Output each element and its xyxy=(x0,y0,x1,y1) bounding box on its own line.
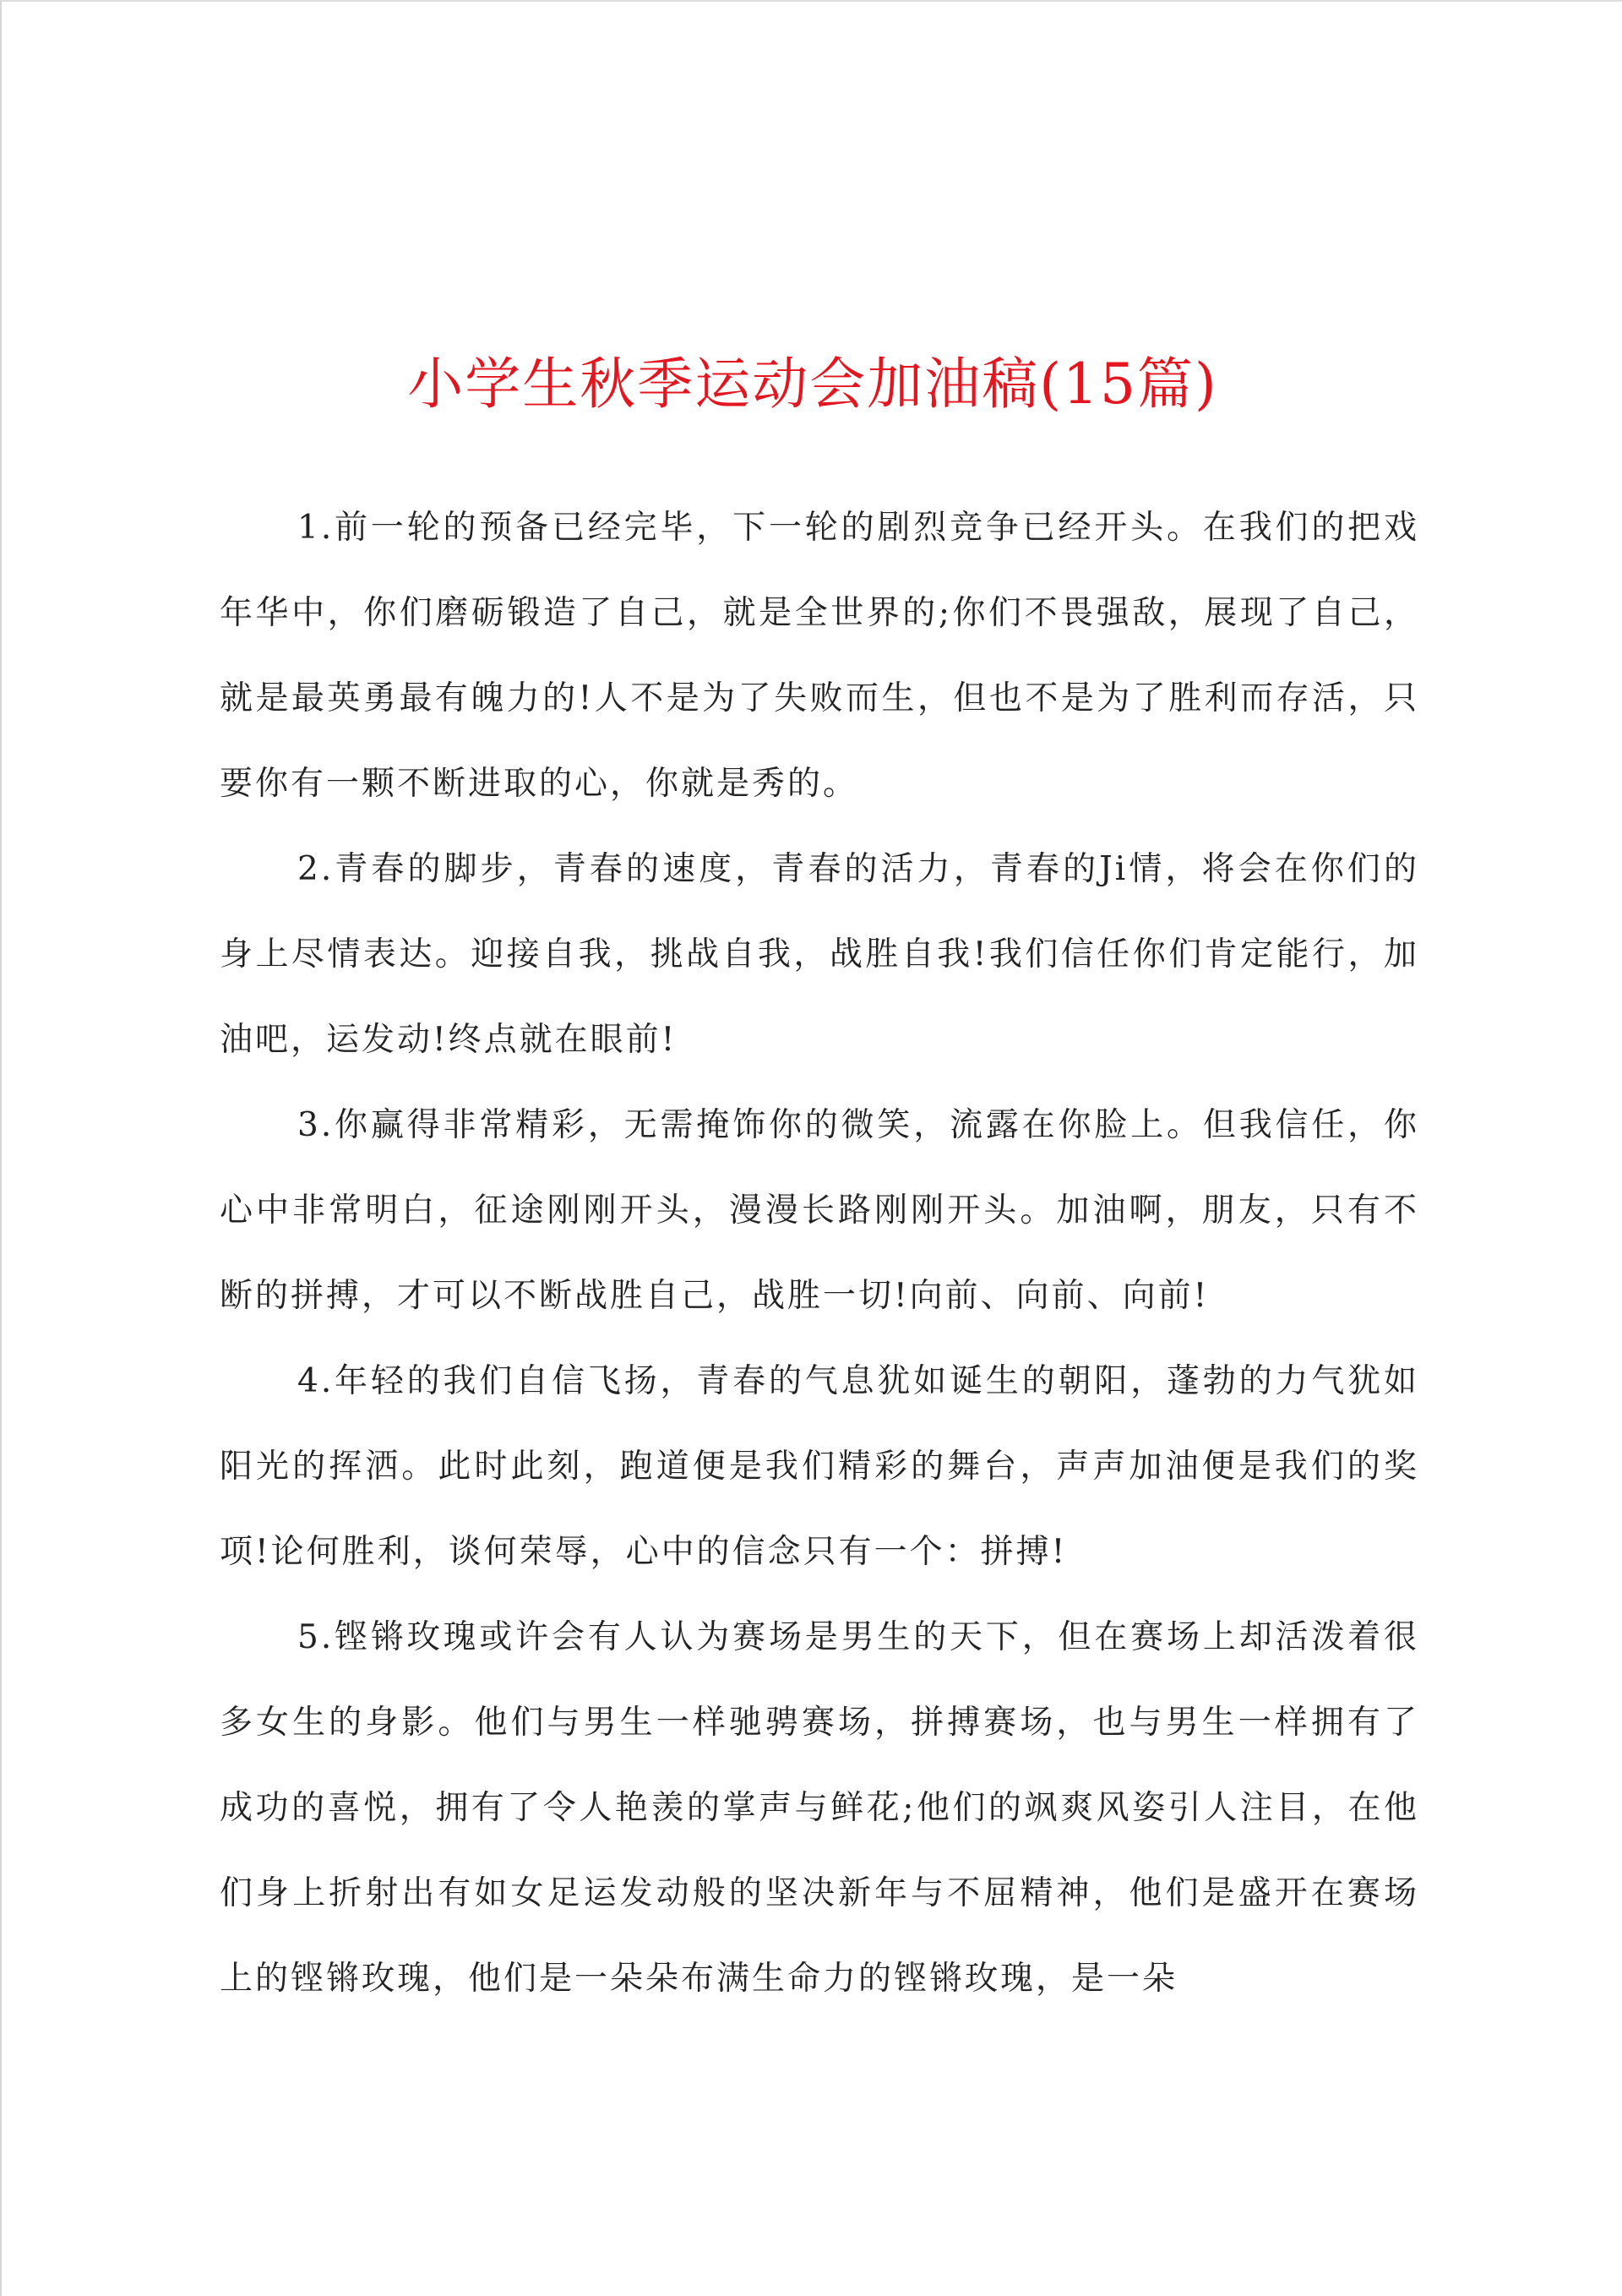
paragraph-4: 4.年轻的我们自信飞扬，青春的气息犹如诞生的朝阳，蓬勃的力气犹如阳光的挥洒。此时此刻，跑道便是我们精彩的舞台，声声加油便是我们的奖项!论何胜利，谈何荣辱，心中的信念只有一个：拼搏! xyxy=(220,1362,1419,1571)
paragraph-1: 1.前一轮的预备已经完毕，下一轮的剧烈竞争已经开头。在我们的把戏年华中，你们磨砺锻造了自己，就是全世界的;你们不畏强敌，展现了自己，就是最英勇最有魄力的!人不是为了失败而生，但也不是为了胜利而存活，只要你有一颗不断进取的心，你就是秀的。 xyxy=(220,509,1419,803)
document-body xyxy=(220,485,1419,2021)
paragraph-2: 2.青春的脚步，青春的速度，青春的活力，青春的Ji情，将会在你们的身上尽情表达。迎接自我，挑战自我，战胜自我!我们信任你们肯定能行，加油吧，运发动!终点就在眼前! xyxy=(220,850,1419,1059)
document-title: 小学生秋季运动会加油稿(15篇) xyxy=(407,352,1218,417)
paragraph-3: 3.你赢得非常精彩，无需掩饰你的微笑，流露在你脸上。但我信任，你心中非常明白，征途刚刚开头，漫漫长路刚刚开头。加油啊，朋友，只有不断的拼搏，才可以不断战胜自己，战胜一切!向前、向前、向前! xyxy=(220,1106,1419,1315)
paragraph-5: 5.铿锵玫瑰或许会有人认为赛场是男生的天下，但在赛场上却活泼着很多女生的身影。他们与男生一样驰骋赛场，拼搏赛场，也与男生一样拥有了成功的喜悦，拥有了令人艳羡的掌声与鲜花;他们的飒爽风姿引人注目，在他们身上折射出有如女足运发动般的坚决新年与不屈精神，他们是盛开在赛场上的铿锵玫瑰，他们是一朵朵布满生命力的铿锵玫瑰，是一朵 xyxy=(220,1618,1419,1998)
